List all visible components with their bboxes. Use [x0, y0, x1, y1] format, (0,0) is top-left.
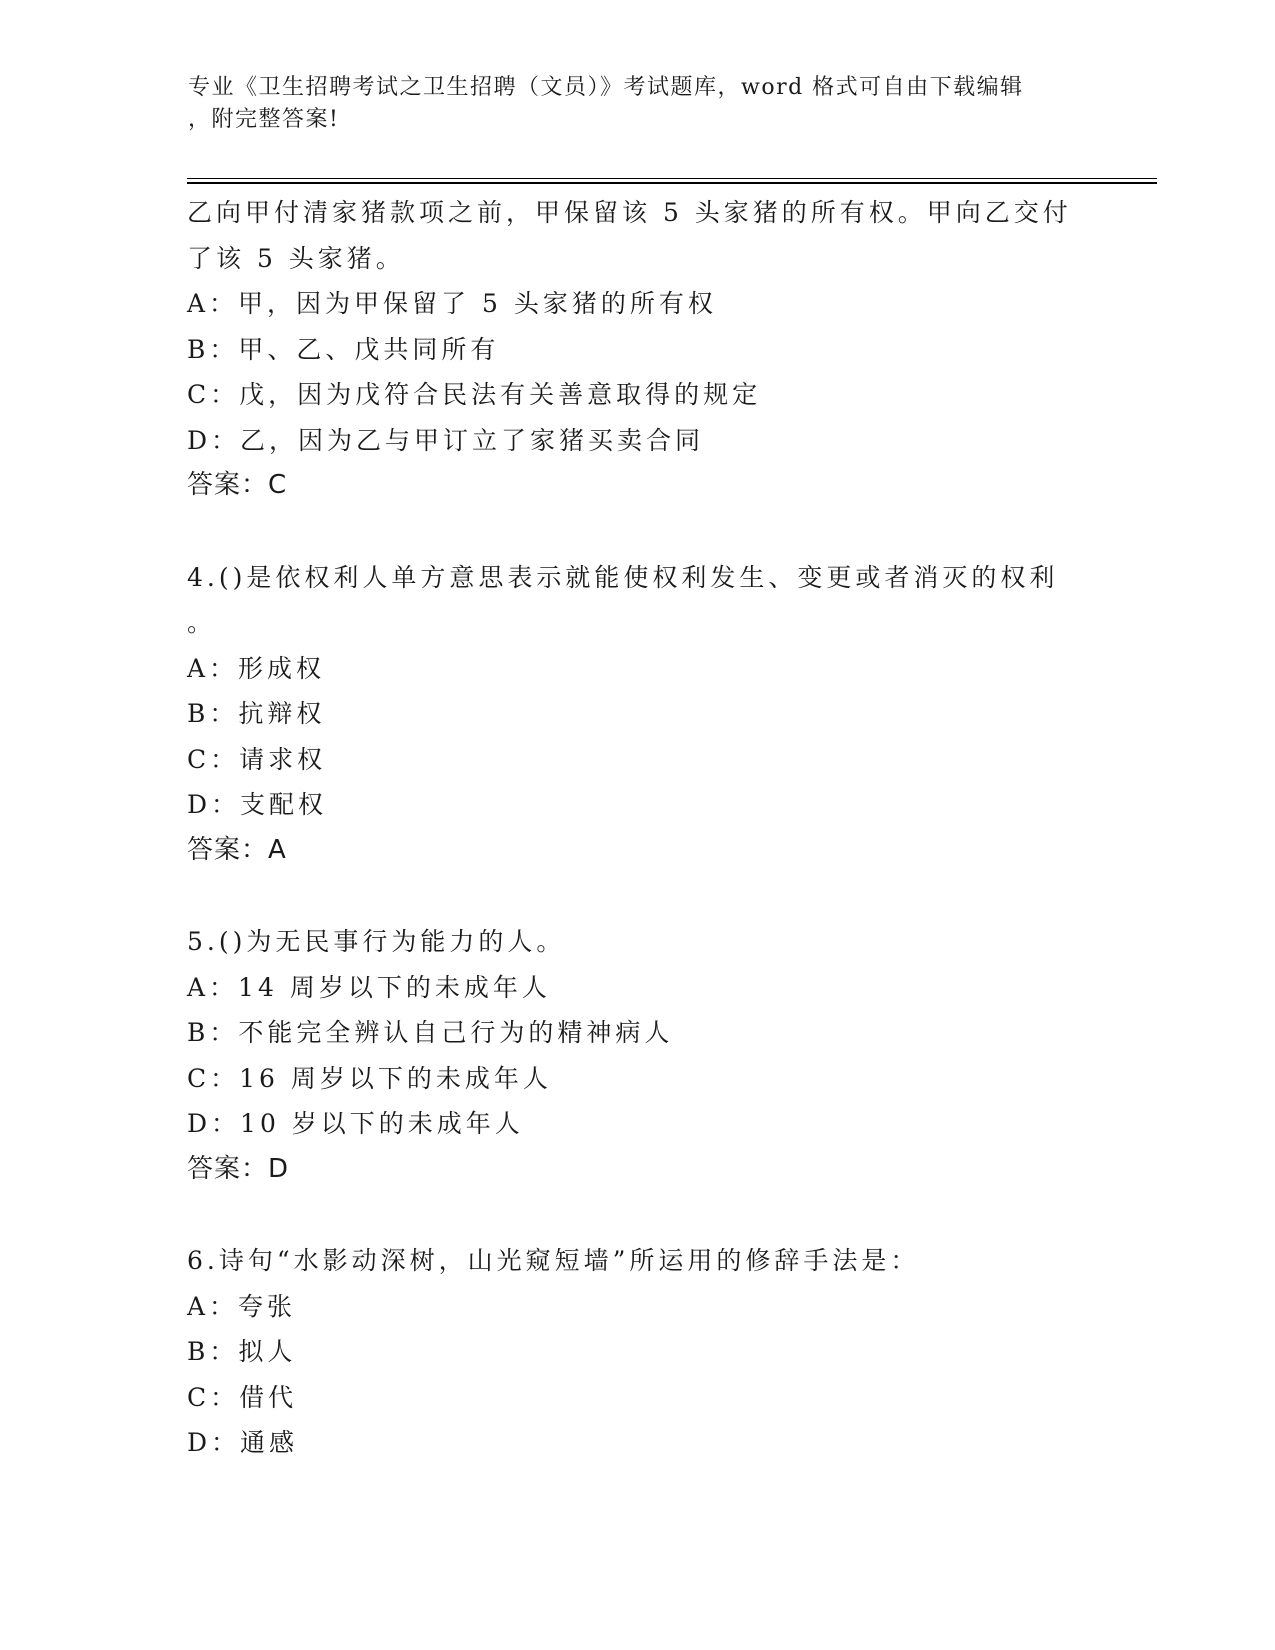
answer-line: 答案：D — [187, 1153, 290, 1184]
option-b: B：不能完全辨认自己行为的精神病人 — [187, 1018, 674, 1047]
header-rule-thick — [187, 182, 1157, 184]
question-stem: 6.诗句“水影动深树，山光窥短墙”所运用的修辞手法是： — [187, 1246, 920, 1275]
option-a: A：夸张 — [187, 1291, 297, 1321]
question-stem: 了该 5 头家猪。 — [187, 243, 405, 273]
option-c: C：16 周岁以下的未成年人 — [187, 1063, 552, 1093]
option-d: D：10 岁以下的未成年人 — [187, 1109, 524, 1138]
option-b: B：拟人 — [187, 1337, 297, 1366]
question-stem: 5.()为无民事行为能力的人。 — [187, 927, 566, 956]
option-d: D：乙，因为乙与甲订立了家猪买卖合同 — [187, 425, 705, 455]
header-line-2: ，附完整答案! — [188, 107, 340, 132]
option-d: D：支配权 — [187, 790, 328, 819]
answer-line: 答案：A — [187, 834, 287, 865]
option-c: C：借代 — [187, 1382, 298, 1412]
option-b: B：抗辩权 — [187, 699, 326, 728]
option-a: A：14 周岁以下的未成年人 — [187, 972, 551, 1002]
question-stem: 。 — [187, 608, 217, 637]
option-a: A：甲，因为甲保留了 5 头家猪的所有权 — [187, 289, 717, 318]
option-c: C：戊，因为戊符合民法有关善意取得的规定 — [187, 380, 762, 409]
question-4 — [187, 555, 1087, 874]
option-c: C：请求权 — [187, 744, 327, 774]
question-6 — [187, 1238, 1087, 1466]
document-header — [188, 72, 1068, 136]
question-stem: 乙向甲付清家猪款项之前，甲保留该 5 头家猪的所有权。甲向乙交付 — [187, 198, 1072, 227]
question-5 — [187, 919, 1087, 1192]
option-b: B：甲、乙、戊共同所有 — [187, 334, 500, 364]
answer-line: 答案：C — [187, 470, 288, 500]
header-line-1: 专业《卫生招聘考试之卫生招聘（文员）》考试题库，word 格式可自由下载编辑 — [188, 75, 1024, 100]
question-body — [187, 190, 1087, 1466]
option-a: A：形成权 — [187, 653, 326, 683]
header-rule-thin — [187, 178, 1157, 179]
question-3 — [187, 190, 1087, 509]
option-d: D：通感 — [187, 1428, 299, 1457]
question-stem: 4.()是依权利人单方意思表示就能使权利发生、变更或者消灭的权利 — [187, 562, 1059, 592]
